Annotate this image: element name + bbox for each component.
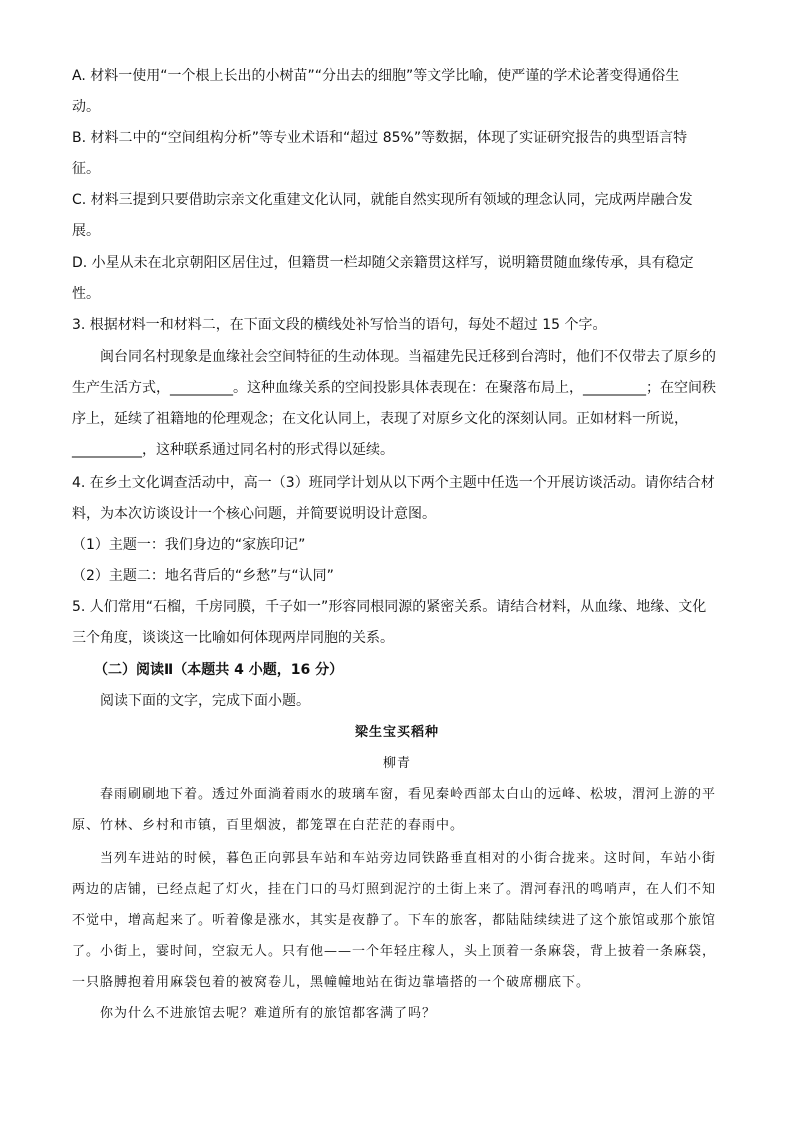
question-3-para-line: 序上，延续了祖籍地的伦理观念；在文化认同上，表现了对原乡文化的深刻认同。正如材料一所说， (72, 411, 688, 427)
story-line: 原、竹林、乡村和市镇，百里烟波，都笼罩在白茫茫的春雨中。 (72, 818, 465, 833)
question-3-prompt: 3. 根据材料一和材料二，在下面文段的横线处补写恰当的语句，每处不超过 15 个字。 (72, 317, 607, 333)
question-5-line: 5. 人们常用“石榴，千房同膜，千子如一”形容同根同源的紧密关系。请结合材料，从血缘、地缘、文化 (72, 599, 707, 615)
option-d-line2: 性。 (72, 286, 100, 302)
option-a-line2: 动。 (72, 99, 100, 115)
story-line: 当列车进站的时候，暮色正向郭县车站和车站旁边同铁路垂直相对的小街合拢来。这时间，车站小街 (100, 851, 717, 866)
question-5-line: 三个角度，谈谈这一比喻如何体现两岸同胞的关系。 (72, 630, 394, 646)
option-b-line1: B. 材料二中的“空间组构分析”等专业术语和“超过 85%”等数据，体现了实证研究报告的典型语言特 (72, 130, 688, 146)
story-title: 梁生宝买稻种 (354, 725, 439, 740)
option-b-line2: 征。 (72, 161, 100, 177)
question-4-line: 料，为本次访谈设计一个核心问题，并简要说明设计意图。 (72, 506, 436, 522)
question-4-topic-2: （2）主题二：地名背后的“乡愁”与“认同” (72, 568, 334, 584)
question-3-para-line: __________，这种联系通过同名村的形式得以延续。 (72, 442, 394, 458)
question-3-para-line: 闽台同名村现象是血缘社会空间特征的生动体现。当福建先民迁移到台湾时，他们不仅带去了原乡的 (100, 349, 716, 365)
story-line: 了。小街上，霎时间，空寂无人。只有他——一个年轻庄稼人，头上顶着一条麻袋，背上披着一条麻袋， (72, 944, 717, 959)
section-instruction: 阅读下面的文字，完成下面小题。 (100, 693, 310, 709)
option-d-line1: D. 小星从未在北京朝阳区居住过，但籍贯一栏却随父亲籍贯这样写，说明籍贯随血缘传承，具有稳定 (72, 255, 694, 271)
story-line: 春雨刷刷地下着。透过外面淌着雨水的玻璃车窗，看见秦岭西部太白山的远峰、松坡，渭河上游的平 (100, 787, 717, 802)
option-a-line1: A. 材料一使用“一个根上长出的小树苗”“分出去的细胞”等文学比喻，使严谨的学术论著变得通俗生 (72, 68, 680, 84)
question-4-line: 4. 在乡土文化调查活动中，高一（3）班同学计划从以下两个主题中任选一个开展访谈活动。请你结合材 (72, 475, 715, 491)
option-c-line2: 展。 (72, 223, 100, 239)
story-line: 不觉中，增高起来了。听着像是涨水，其实是夜静了。下车的旅客，都陆陆续续进了这个旅馆或那个旅馆 (72, 913, 717, 928)
story-line: 你为什么不进旅馆去呢？难道所有的旅馆都客满了吗？ (100, 1006, 437, 1021)
section-heading: （二）阅读Ⅱ（本题共 4 小题，16 分） (94, 662, 344, 678)
story-line: 一只胳膊抱着用麻袋包着的被窝卷儿，黑幢幢地站在街边靠墙搭的一个破席棚底下。 (72, 975, 591, 990)
story-author: 柳青 (382, 756, 411, 771)
option-c-line1: C. 材料三提到只要借助宗亲文化重建文化认同，就能自然实现所有领域的理念认同，完成两岸融合发 (72, 192, 693, 208)
story-line: 两边的店铺，已经点起了灯火，挂在门口的马灯照到泥泞的土街上来了。渭河春汛的鸣哨声，在人们不知 (72, 882, 717, 897)
question-3-para-line: 生产生活方式，_________。这种血缘关系的空间投影具体表现在：在聚落布局上，_________；在空间秩 (72, 380, 716, 396)
question-4-topic-1: （1）主题一：我们身边的“家族印记” (72, 537, 306, 553)
